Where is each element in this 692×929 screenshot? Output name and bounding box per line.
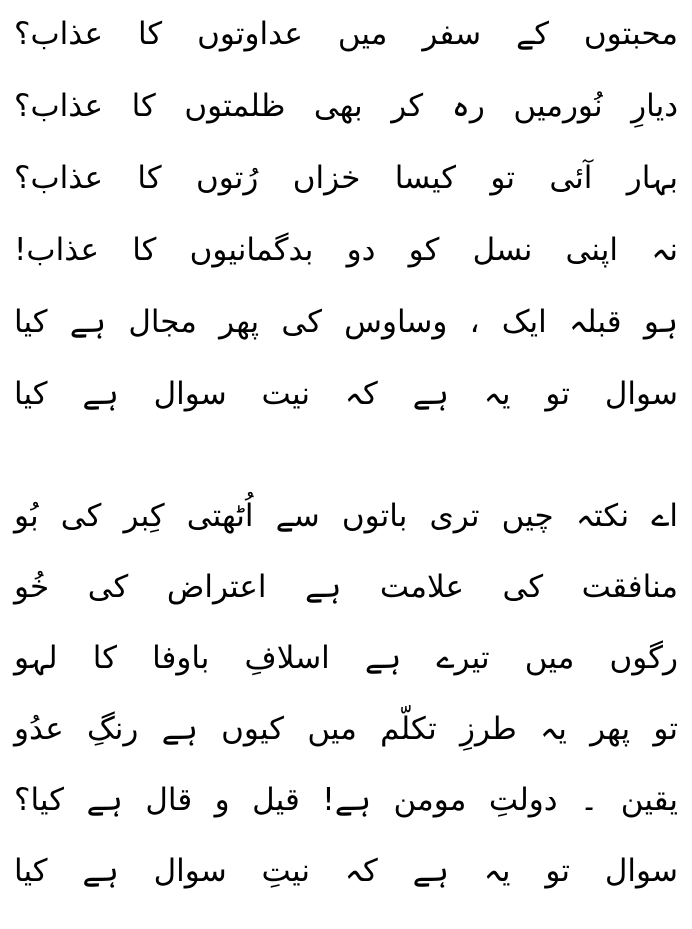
stanza2-line-2: منافقت کی علامت ہے اعتراض کی خُو: [14, 569, 678, 605]
stanza2-line-3: رگوں میں تیرے ہے اسلافِ باوفا کا لہو: [14, 640, 678, 676]
stanza1-line-3: بہار آئی تو کیسا خزاں رُتوں کا عذاب؟: [14, 160, 678, 196]
stanza1-line-6: سوال تو یہ ہے کہ نیت سوال ہے کیا: [14, 376, 678, 412]
stanza1-line-4: نہ اپنی نسل کو دو بدگمانیوں کا عذاب!: [14, 232, 678, 268]
stanza2-line-5: یقین ۔ دولتِ مومن ہے! قیل و قال ہے کیا؟: [14, 782, 678, 818]
stanza2-line-1: اے نکتہ چیں تری باتوں سے اُٹھتی کِبر کی بُو: [14, 498, 678, 534]
stanza2-line-6: سوال تو یہ ہے کہ نیتِ سوال ہے کیا: [14, 853, 678, 889]
stanza1-line-5: ہو قبلہ ایک ، وساوس کی پھر مجال ہے کیا: [14, 304, 678, 340]
stanza2-line-4: تو پھر یہ طرزِ تکلّم میں کیوں ہے رنگِ عدُو: [14, 711, 678, 747]
stanza1-line-1: محبتوں کے سفر میں عداوتوں کا عذاب؟: [14, 16, 678, 52]
stanza1-line-2: دیارِ نُورمیں رہ کر بھی ظلمتوں کا عذاب؟: [14, 88, 678, 124]
